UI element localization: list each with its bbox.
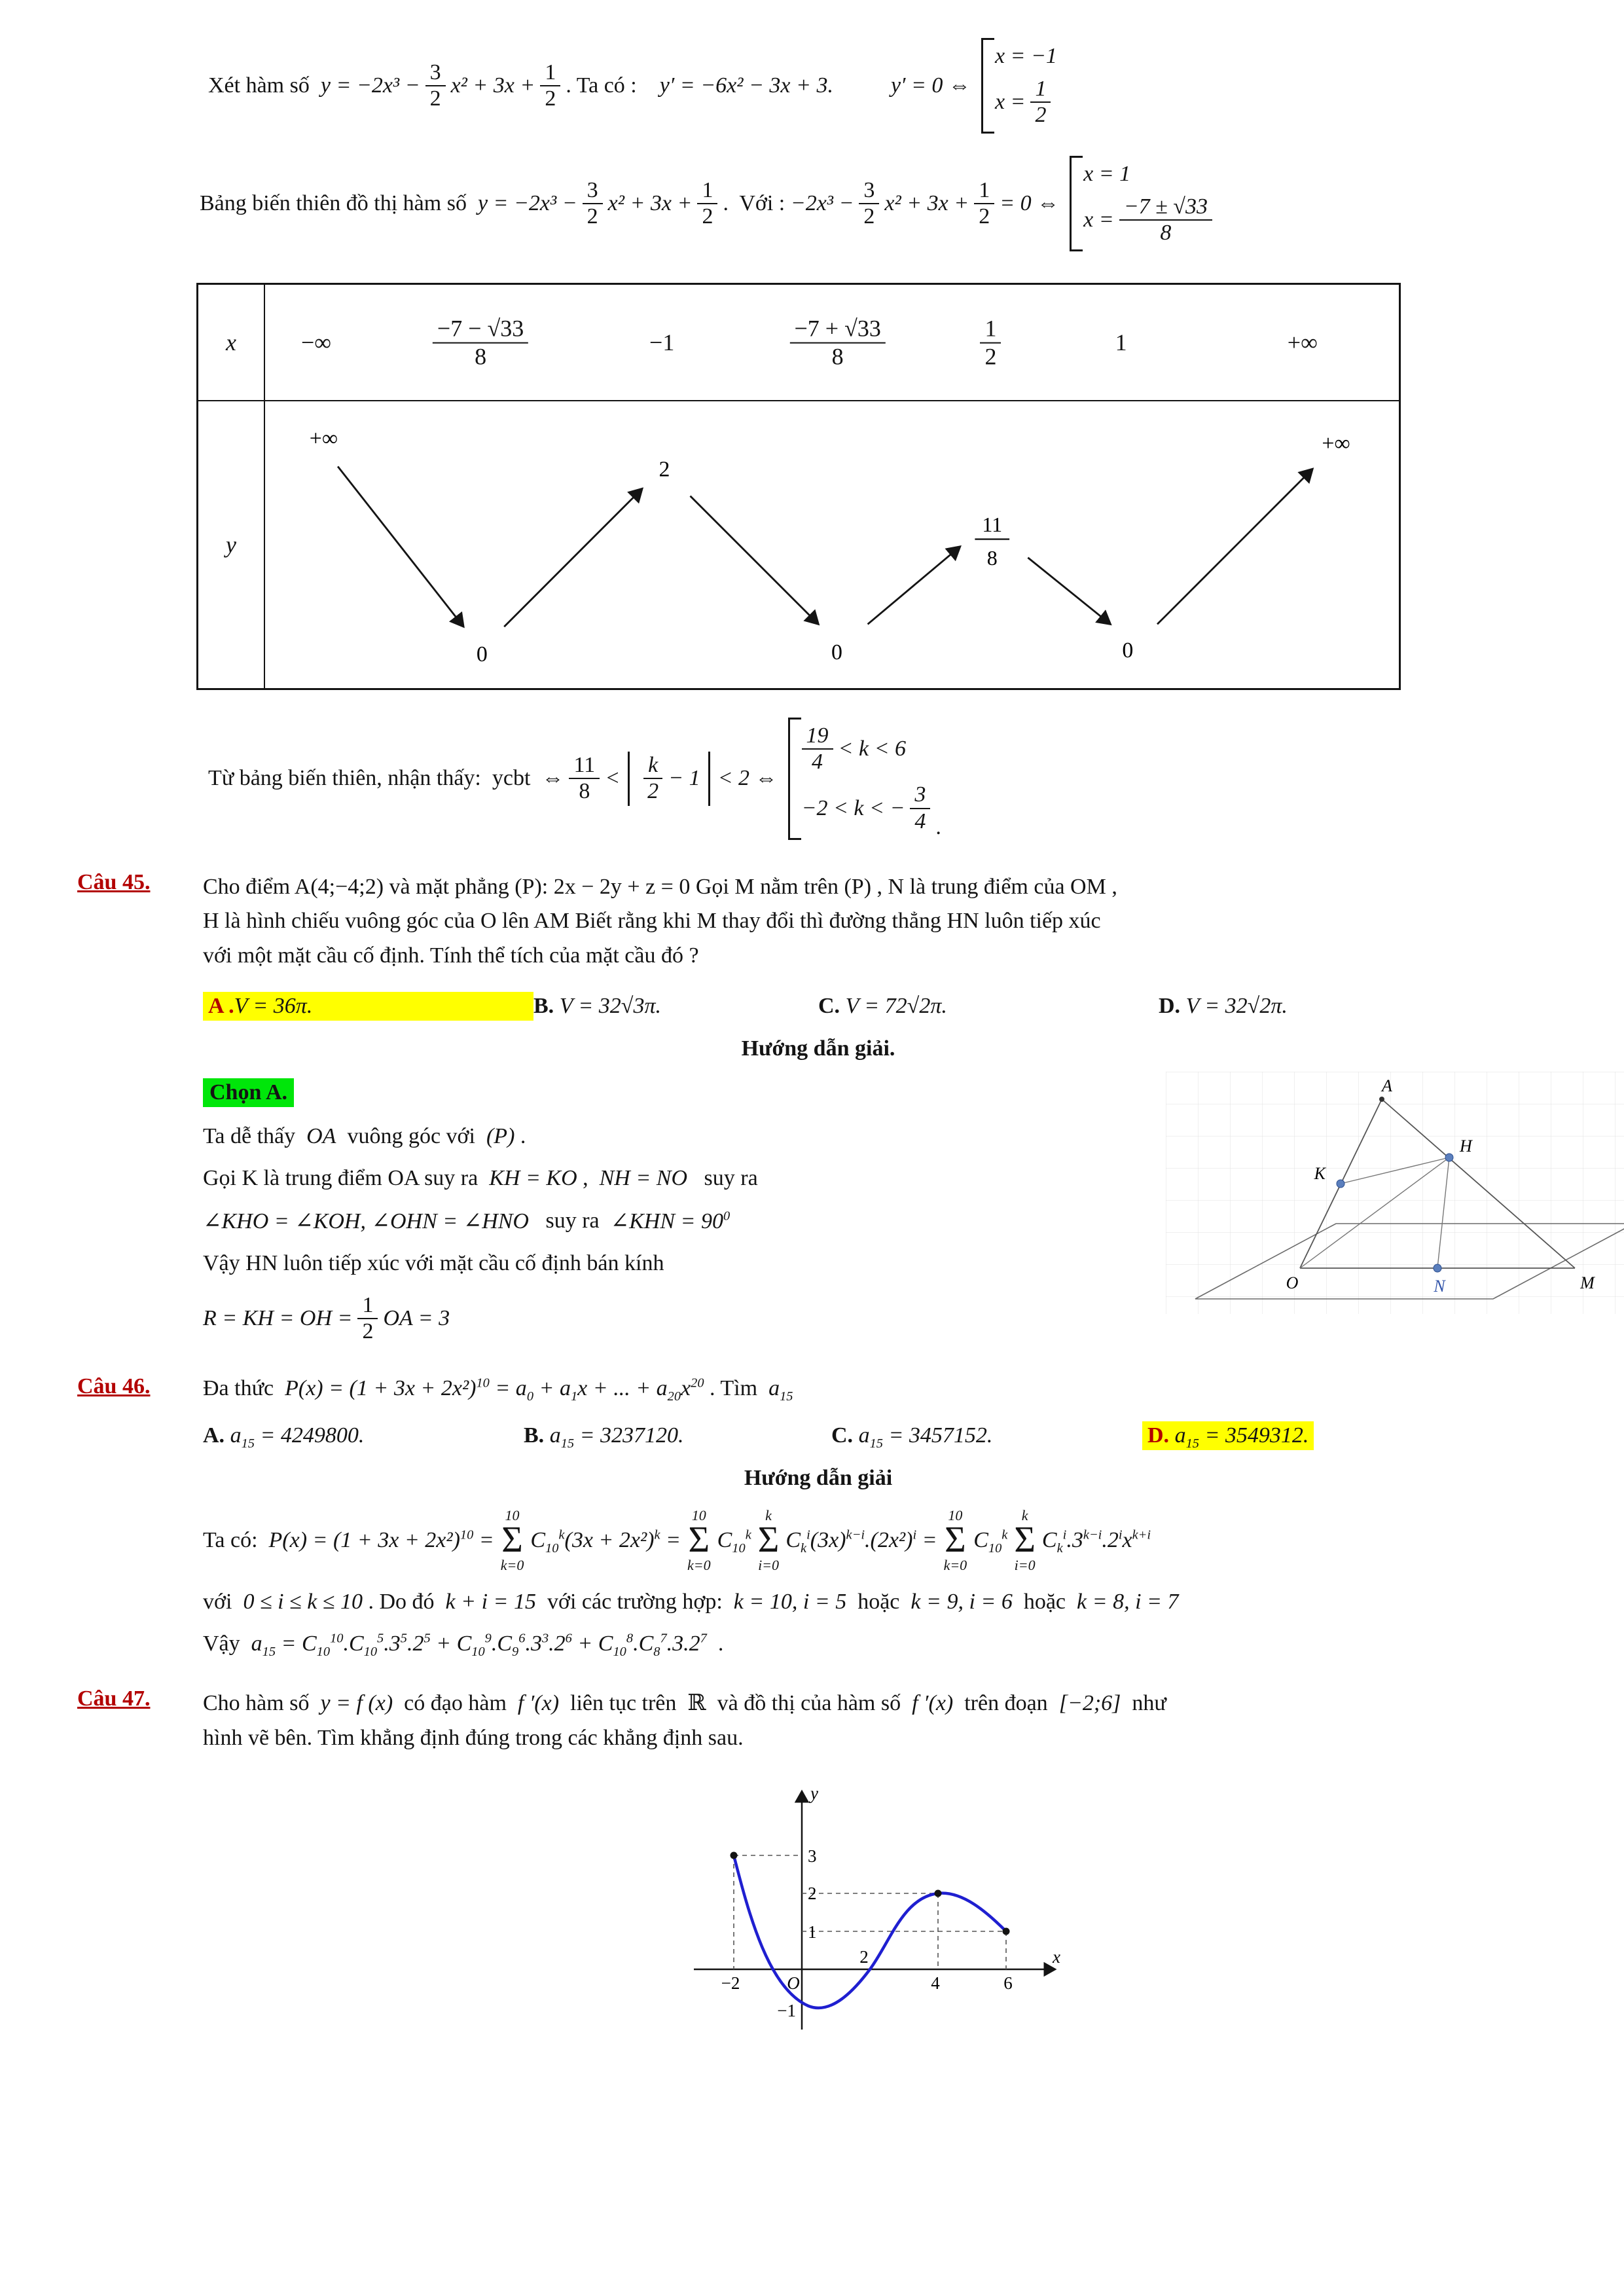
math-run: y′ = −6x² − 3x + 3.: [659, 73, 833, 98]
variation-table-x-row: [265, 285, 1399, 401]
point-H: [1445, 1154, 1453, 1161]
option-text: V = 36π.: [234, 993, 313, 1018]
math-run: [−2;6]: [1058, 1691, 1121, 1716]
option-text: $a_{15} = 3457152$.: [858, 1423, 993, 1451]
x-value: −1: [649, 329, 675, 356]
fraction-denominator: 4: [812, 750, 823, 774]
sum-upper-limit: 10: [948, 1507, 963, 1524]
variation-table-y-header: [198, 401, 265, 688]
tick-1: 1: [808, 1922, 817, 1942]
math-run: $a_{15}$: [768, 1376, 793, 1404]
sum-upper-limit: 10: [505, 1507, 520, 1524]
text-run: Cho hàm số: [203, 1691, 321, 1716]
x-value-fraction: [980, 316, 1001, 370]
arrow-down: [338, 467, 463, 627]
option-text: $a_{15} = 4249800$.: [230, 1423, 365, 1451]
label-O: O: [1286, 1273, 1299, 1292]
math-run: $P(x) = (1 + 3x + 2x^2)^{10}$ =: [268, 1527, 494, 1552]
fraction-numerator: 1: [540, 60, 560, 86]
math-run: x =: [1083, 208, 1114, 232]
math-run: $C_k^i.3^{k-i}.2^ix^{k+i}$: [1041, 1527, 1151, 1556]
math-run: f ′(x): [517, 1691, 560, 1716]
fraction-denominator: 2: [586, 204, 598, 229]
fraction: [1119, 194, 1212, 246]
y-value-zero: 0: [476, 642, 488, 667]
math-run: < k < 6: [838, 737, 907, 761]
question-47-label: Câu 47.: [77, 1686, 151, 1711]
option-letter: D.: [1159, 993, 1186, 1018]
text-run: Ta dễ thấy: [203, 1123, 307, 1148]
answer-option-c: [831, 1423, 1142, 1451]
option-letter: A.: [203, 1423, 230, 1448]
label-N: N: [1434, 1276, 1445, 1296]
point-A: [1379, 1097, 1384, 1102]
x-value: 1: [1115, 329, 1127, 356]
math-run: −2 < k < −: [801, 795, 905, 820]
tick-minus2: −2: [721, 1973, 740, 1993]
fraction-numerator: −7 ± √33: [1119, 194, 1212, 221]
fraction-denominator: 2: [429, 86, 441, 111]
fraction-numerator: 3: [583, 178, 603, 204]
fraction: [697, 178, 717, 229]
sigma-icon: Σ: [1014, 1520, 1036, 1561]
text-run: hoặc: [1012, 1590, 1077, 1614]
option-text: V = 32√3π.: [559, 993, 661, 1018]
text-run: .: [935, 814, 941, 839]
point-4-2: [935, 1889, 942, 1897]
math-run: 0 ≤ i ≤ k ≤ 10: [243, 1590, 363, 1614]
math-run: <: [605, 766, 621, 791]
math-run: −2x³ −: [790, 191, 854, 216]
x-header-label: x: [226, 329, 236, 356]
y-axis-label: y: [810, 1783, 818, 1803]
math-run: y = −2x³ −: [477, 191, 577, 216]
question-45: [0, 870, 1624, 974]
question-46-solution: [203, 1507, 1624, 1660]
fraction-numerator: 1: [697, 178, 717, 204]
fraction: [910, 782, 930, 833]
variation-table-y-row: [265, 401, 1399, 688]
x-value-fraction: [433, 316, 528, 370]
stem-line: hình vẽ bên. Tìm khẳng định đúng trong các khẳng định sau.: [203, 1726, 744, 1751]
sum-lower-limit: k=0: [687, 1557, 711, 1574]
x-value: +∞: [1287, 329, 1318, 356]
text-run: hoặc: [846, 1590, 911, 1614]
math-run: x =: [994, 90, 1026, 115]
derivative-paragraph: [208, 38, 1624, 134]
text-run: Đa thức: [203, 1376, 285, 1400]
sigma-icon: Σ: [757, 1520, 780, 1561]
label-A: A: [1382, 1076, 1392, 1095]
option-letter: B.: [533, 993, 560, 1018]
cases-bracket: [981, 38, 1057, 134]
fprime-graph: [668, 1773, 1624, 2041]
case-line: [802, 782, 936, 833]
tick-x6: 6: [1003, 1973, 1013, 1993]
sum-lower-limit: k=0: [500, 1557, 524, 1574]
chosen-answer-badge: Chọn A.: [203, 1078, 294, 1107]
math-run: y = f (x): [320, 1691, 393, 1716]
fraction-numerator: −7 − √33: [433, 316, 528, 343]
sigma-icon: Σ: [501, 1520, 523, 1561]
math-run: < 2 ⇔: [717, 766, 778, 791]
geometry-figure: [1166, 1072, 1624, 1320]
point-N: [1434, 1264, 1441, 1272]
question-46-label: Câu 46.: [77, 1374, 151, 1398]
y-value-zero: 0: [1122, 638, 1134, 663]
question-46-answers: [203, 1421, 1624, 1450]
text-run: với các trường hợp:: [535, 1590, 734, 1614]
fraction: [583, 178, 603, 229]
option-text: V = 72√2π.: [845, 993, 947, 1018]
option-letter: D.: [1147, 1423, 1175, 1448]
math-run: ℝ: [687, 1691, 706, 1716]
answer-option-d: [1159, 994, 1288, 1019]
question-47: [0, 1686, 1624, 1755]
fraction-denominator: 2: [702, 204, 713, 229]
summation: [1014, 1508, 1036, 1573]
text-run: .: [514, 1123, 526, 1148]
math-run: OA = 3: [383, 1305, 450, 1330]
math-run: ∠KHN = $90^0$: [610, 1209, 731, 1233]
text-run: Vậy: [203, 1631, 251, 1656]
tick-x4: 4: [931, 1973, 940, 1993]
math-run: x² + 3x +: [884, 191, 969, 216]
text-run: Từ bảng biến thiên, nhận thấy:: [208, 766, 492, 791]
text-run: như: [1121, 1691, 1166, 1716]
text-run: . Do đó: [362, 1590, 446, 1614]
fraction-denominator: 8: [831, 343, 844, 370]
tick-minus1: −1: [777, 2000, 796, 2020]
fraction-denominator: 4: [914, 809, 926, 833]
option-text: V = 32√2π.: [1185, 993, 1288, 1018]
text-run: .: [706, 1631, 724, 1656]
math-run: KH = KO: [489, 1165, 577, 1190]
solution-line: [203, 1631, 1624, 1660]
fraction-denominator: 2: [979, 204, 990, 229]
option-text: $a_{15} = 3237120$.: [549, 1423, 684, 1451]
text-run: có đạo hàm: [393, 1691, 518, 1716]
case-line: [995, 77, 1057, 128]
fraction-numerator: 3: [425, 60, 446, 86]
fraction: [643, 753, 663, 804]
fraction-denominator: 2: [647, 779, 659, 804]
text-run: Gọi K là trung điểm OA suy ra: [203, 1165, 490, 1190]
fraction: [425, 60, 446, 111]
fprime-graph-svg: [668, 1773, 1074, 2035]
label-M: M: [1580, 1273, 1595, 1292]
math-run: R = KH = OH =: [203, 1305, 353, 1330]
sigma-icon: Σ: [945, 1520, 966, 1561]
variation-arrows-diagram: [265, 401, 1399, 688]
label-K: K: [1314, 1163, 1326, 1183]
math-run: − 1: [668, 766, 700, 791]
arrow-up: [1157, 469, 1312, 625]
fraction: [540, 60, 560, 111]
variation-table: [196, 283, 1401, 690]
fraction-denominator: 8: [475, 343, 487, 370]
text-run: và đồ thị của hàm số: [706, 1691, 912, 1716]
text-run: trên đoạn: [953, 1691, 1059, 1716]
solution-heading: Hướng dẫn giải: [744, 1466, 893, 1491]
fraction: [974, 178, 994, 229]
solution-line: Vậy HN luôn tiếp xúc với mặt cầu cố định bán kính: [203, 1250, 664, 1275]
math-run: k + i = 15: [445, 1590, 536, 1614]
arrow-up: [504, 489, 642, 627]
text-run: . Ta có :: [566, 73, 648, 98]
table-intro-paragraph: [200, 156, 1624, 251]
summation: [944, 1508, 967, 1573]
fraction-numerator: 1: [1030, 77, 1051, 103]
summation: [501, 1508, 524, 1573]
option-letter: B.: [524, 1423, 550, 1448]
arrow-down: [691, 496, 819, 625]
summation: [687, 1508, 711, 1573]
solution-line: [203, 1590, 1624, 1614]
sum-upper-limit: k: [765, 1507, 772, 1524]
variation-table-x-header: [198, 285, 265, 401]
option-text: $a_{15} = 3549312$.: [1174, 1423, 1309, 1451]
fraction: [569, 753, 600, 804]
question-45-stem: [203, 870, 1624, 974]
case-line: [1083, 194, 1218, 246]
x-value-fraction: [789, 316, 885, 370]
fraction-numerator: 1: [357, 1293, 378, 1319]
text-run: Bảng biến thiên đồ thị hàm số: [200, 191, 478, 216]
cases-bracket: [1070, 156, 1218, 251]
math-run: = 0 ⇔: [1000, 191, 1060, 216]
math-run: k = 10, i = 5: [733, 1590, 847, 1614]
fraction-numerator: 11: [569, 753, 600, 779]
text-run: suy ra: [687, 1165, 758, 1190]
arrow-up: [868, 547, 960, 625]
case-line: x = −1: [994, 44, 1057, 68]
sum-lower-limit: k=0: [943, 1557, 967, 1574]
y-value-zero: 0: [831, 640, 842, 665]
tick-2: 2: [808, 1883, 817, 1903]
summation: [758, 1508, 780, 1573]
solution-heading: Hướng dẫn giải.: [741, 1036, 895, 1061]
answer-option-a: [203, 992, 533, 1021]
math-run: x² + 3x +: [607, 191, 693, 216]
stem-line: [203, 1686, 1532, 1721]
question-45-solution: [203, 1078, 1624, 1344]
y-value-max1: 2: [659, 457, 670, 482]
stem-line: H là hình chiếu vuông góc của O lên AM Biết rằng khi M thay đổi thì đường thẳng HN luôn tiếp xúc: [203, 909, 1101, 934]
question-45-label: Câu 45.: [77, 869, 151, 894]
text-run: . Với :: [723, 191, 791, 216]
option-letter: C.: [831, 1423, 859, 1448]
fraction-denominator: 2: [545, 86, 556, 111]
fraction-numerator: k: [643, 753, 662, 779]
question-45-answers: [203, 992, 1624, 1021]
fraction: [1030, 77, 1051, 128]
math-run: ∠KHO = ∠KOH, ∠OHN = ∠HNO: [203, 1209, 529, 1233]
origin-label: O: [787, 1973, 800, 1993]
math-run: k = 8, i = 7: [1077, 1590, 1179, 1614]
text-run: vuông góc với: [336, 1123, 486, 1148]
y-value-max2-fraction: [975, 513, 1009, 570]
text-run: ycbt: [492, 766, 531, 791]
math-run: NH = NO: [599, 1165, 688, 1190]
math-run: x² + 3x +: [450, 73, 535, 98]
x-value: −∞: [300, 329, 331, 356]
answer-option-c: [818, 994, 1159, 1019]
answer-option-a: [203, 1423, 524, 1451]
math-run: y = −2x³ −: [320, 73, 420, 98]
text-run: suy ra: [528, 1208, 611, 1233]
fraction-denominator: 8: [1160, 221, 1172, 246]
sum-lower-limit: i=0: [758, 1557, 780, 1574]
fraction: [357, 1293, 378, 1344]
math-run: (P): [486, 1123, 515, 1148]
fraction-denominator: 2: [1035, 103, 1047, 128]
fraction-numerator: 3: [859, 178, 879, 204]
math-run: k = 9, i = 6: [911, 1590, 1013, 1614]
fraction: [859, 178, 879, 229]
math-run: OA: [306, 1123, 336, 1148]
math-run: $C_{10}^k$: [973, 1527, 1008, 1556]
answer-option-d: [1142, 1421, 1314, 1450]
conclusion-paragraph: [208, 718, 1624, 839]
sum-lower-limit: i=0: [1014, 1557, 1036, 1574]
fraction-numerator: 1: [980, 316, 1001, 343]
fraction-numerator: 3: [910, 782, 930, 809]
math-run: $C_{10}^k$: [717, 1527, 751, 1556]
question-46-stem: [203, 1374, 1624, 1403]
option-letter: A .: [208, 993, 234, 1018]
y-header-label: y: [226, 532, 236, 558]
point-K: [1337, 1180, 1344, 1188]
tick-x2: 2: [859, 1946, 869, 1967]
fraction-numerator: 11: [982, 513, 1003, 537]
math-run: f ′(x): [912, 1691, 954, 1716]
fraction-denominator: 8: [986, 546, 998, 570]
y-value-infinity-left: +∞: [309, 426, 338, 451]
tick-3: 3: [808, 1846, 817, 1866]
text-run: Ta có:: [203, 1527, 269, 1552]
stem-line: với một mặt cầu cố định. Tính thể tích của mặt cầu đó ?: [203, 943, 699, 968]
fraction-denominator: 2: [362, 1319, 374, 1343]
answer-option-b: [533, 994, 818, 1019]
fraction-denominator: 8: [579, 779, 590, 804]
text-run: với: [203, 1590, 244, 1614]
solution-line: [203, 1508, 1624, 1573]
sum-upper-limit: 10: [691, 1507, 706, 1524]
question-46: [0, 1374, 1624, 1403]
text-run: . Tìm: [704, 1376, 769, 1400]
text-run: Xét hàm số: [208, 73, 321, 98]
fraction-numerator: −7 + √33: [789, 316, 885, 343]
answer-option-b: [524, 1423, 831, 1451]
math-run: y′ = 0 ⇔: [890, 73, 971, 98]
fraction-numerator: 1: [974, 178, 994, 204]
case-line: x = 1: [1083, 162, 1131, 187]
y-value-infinity-right: +∞: [1322, 431, 1350, 456]
x-axis-label: x: [1053, 1946, 1060, 1967]
sum-upper-limit: k: [1021, 1507, 1028, 1524]
option-letter: C.: [818, 993, 846, 1018]
point-minus2-3: [731, 1851, 738, 1859]
arrow-down: [1028, 558, 1110, 625]
label-H: H: [1460, 1136, 1472, 1156]
case-line: [802, 723, 936, 774]
text-run: liên tục trên: [559, 1691, 688, 1716]
math-run: $P(x) = (1 + 3x + 2x^2)^{10} = a_0 + a_1x$ + ... + $a_{20}x^{20}$: [285, 1376, 704, 1404]
math-run: ⇔: [530, 766, 564, 791]
absolute-value: [628, 752, 710, 805]
geometry-figure-svg: [1166, 1072, 1624, 1314]
fraction-denominator: 2: [863, 204, 875, 229]
text-run: ,: [577, 1165, 600, 1190]
math-run: $a_{15} = C_{10}^{10}.C_{10}^5.3^5.2^5 + C_{10}^9.C_9^6.3^3.2^6 + C_{10}^8.C_8^7.3.2^7$: [251, 1631, 707, 1660]
sigma-icon: Σ: [688, 1520, 710, 1561]
math-run: $C_{10}^k(3x + 2x^2)^k$ =: [530, 1527, 681, 1556]
fraction-denominator: 2: [984, 343, 997, 370]
fraction: [802, 723, 833, 774]
cases-bracket: [788, 718, 936, 839]
stem-line: Cho điểm A(4;−4;2) và mặt phẳng (P): 2x − 2y + z = 0 Gọi M nằm trên (P) , N là trung điểm của OM ,: [203, 874, 1117, 899]
question-47-stem: [203, 1686, 1624, 1755]
math-run: $C_k^i(3x)^{k-i}.(2x^2)^i$ =: [785, 1527, 937, 1556]
fraction-numerator: 19: [802, 723, 833, 750]
point-6-1: [1003, 1927, 1010, 1935]
